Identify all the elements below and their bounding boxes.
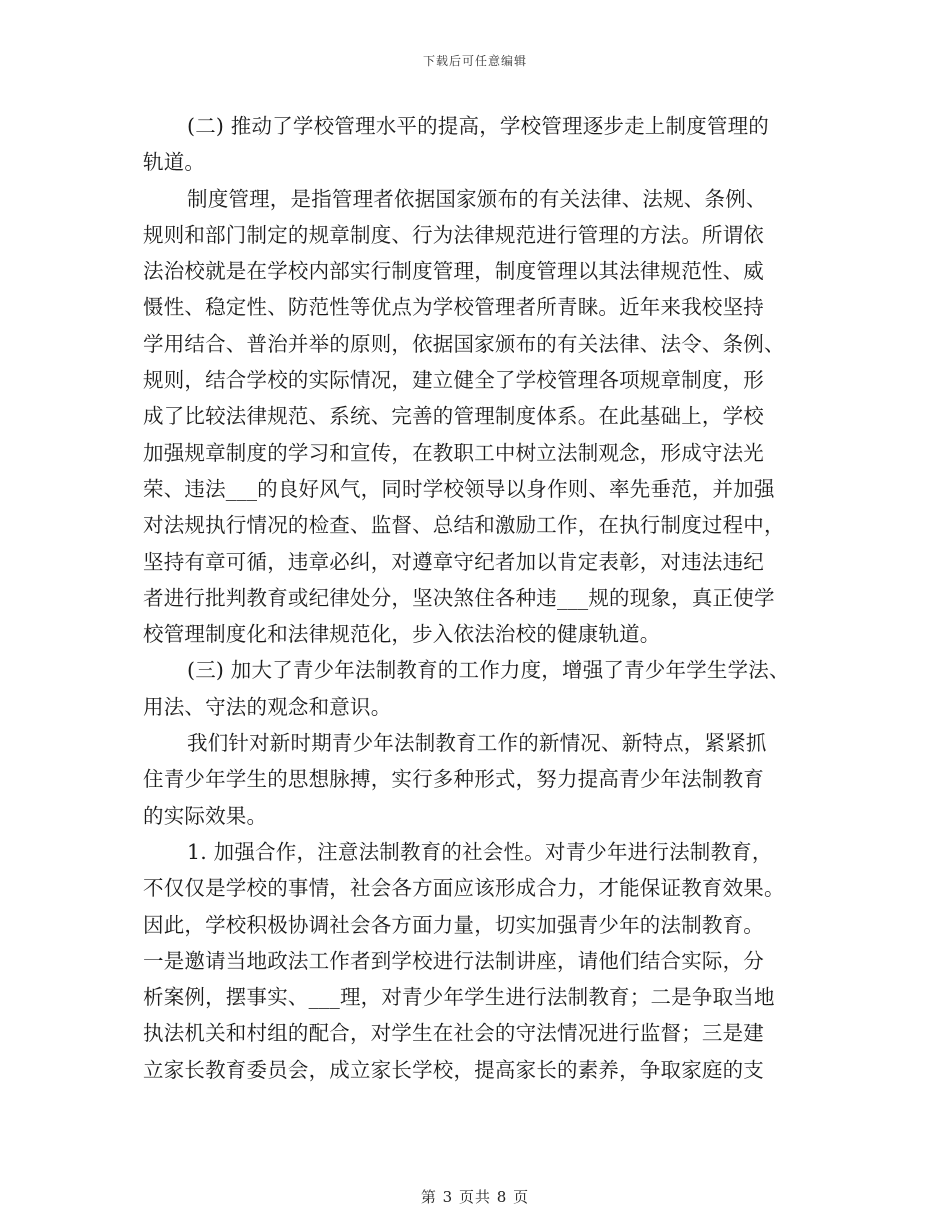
text-line: 的实际效果。 — [143, 803, 268, 828]
text-line: 对法规执行情况的检查、监督、总结和激励工作，在执行制度过程中， — [143, 513, 785, 538]
text-line: 校管理制度化和法律规范化，步入依法治校的健康轨道。 — [143, 622, 661, 647]
text-line: 坚持有章可循，违章必纠，对遵章守纪者加以肯定表彰，对违法违纪 — [143, 549, 764, 574]
text-line: 慑性、稳定性、防范性等优点为学校管理者所青睐。近年来我校坚持 — [143, 295, 764, 320]
text-line: 我们针对新时期青少年法制教育工作的新情况、新特点，紧紧抓 — [187, 731, 767, 756]
document-body — [143, 108, 813, 1088]
text-line: 因此，学校积极协调社会各方面力量，切实加强青少年的法制教育。 — [143, 912, 764, 937]
text-line: (二) 推动了学校管理水平的提高，学校管理逐步走上制度管理的 — [187, 114, 770, 138]
page-footer: 第 3 页共 8 页 — [420, 1188, 530, 1206]
text-line: 轨道。 — [143, 150, 206, 175]
text-line: 规则，结合学校的实际情况，建立健全了学校管理各项规章制度，形 — [143, 368, 764, 393]
text-line: 者进行批判教育或纪律处分，坚决煞住各种违___规的现象，真正使学 — [143, 585, 775, 610]
text-line: 规则和部门制定的规章制度、行为法律规范进行管理的方法。所谓依 — [143, 222, 764, 247]
text-line: 制度管理，是指管理者依据国家颁布的有关法律、法规、条例、 — [187, 186, 767, 211]
text-line: 成了比较法律规范、系统、完善的管理制度体系。在此基础上，学校 — [143, 404, 764, 429]
text-line: 一是邀请当地政法工作者到学校进行法制讲座，请他们结合实际，分 — [143, 948, 764, 973]
text-line: 不仅仅是学校的事情，社会各方面应该形成合力，才能保证教育效果。 — [143, 876, 785, 901]
text-line: 执法机关和村组的配合，对学生在社会的守法情况进行监督；三是建 — [143, 1021, 764, 1046]
text-line: 学用结合、普治并举的原则，依据国家颁布的有关法律、法令、条例、 — [143, 331, 785, 356]
text-line: 住青少年学生的思想脉搏，实行多种形式，努力提高青少年法制教育 — [143, 767, 764, 792]
text-line: 析案例，摆事实、___理，对青少年学生进行法制教育；二是争取当地 — [143, 985, 775, 1010]
page-header: 下载后可任意编辑 — [422, 54, 527, 68]
text-line: 荣、违法___的良好风气，同时学校领导以身作则、率先垂范，并加强 — [143, 476, 775, 501]
text-line: 加强规章制度的学习和宣传，在教职工中树立法制观念，形成守法光 — [143, 440, 764, 465]
text-line: 立家长教育委员会，成立家长学校，提高家长的素养，争取家庭的支 — [143, 1057, 764, 1082]
text-line: 法治校就是在学校内部实行制度管理，制度管理以其法律规范性、威 — [143, 259, 764, 284]
text-line: 1. 加强合作，注意法制教育的社会性。对青少年进行法制教育， — [187, 839, 773, 864]
text-line: 用法、守法的观念和意识。 — [143, 694, 392, 719]
text-line: (三) 加大了青少年法制教育的工作力度，增强了青少年学生学法、 — [187, 658, 790, 683]
